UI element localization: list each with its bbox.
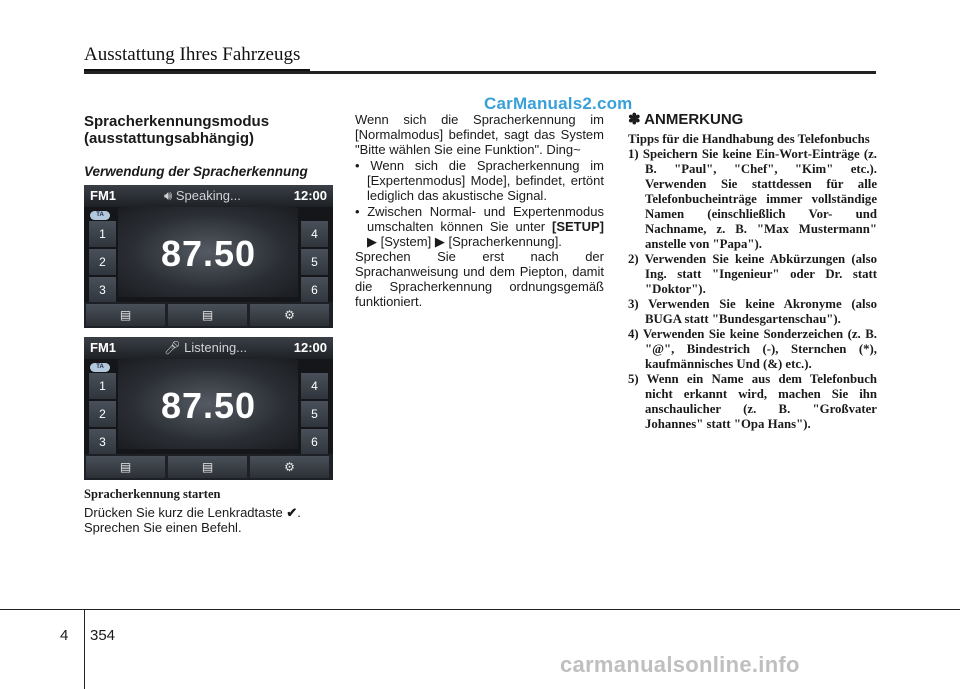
header-rule: [84, 71, 876, 74]
screen-bottom-bar: [84, 302, 333, 328]
speaker-icon: 🔊︎: [164, 188, 173, 203]
preset-5-button[interactable]: 5: [301, 401, 328, 427]
paragraph-normal-mode: Wenn sich die Spracherkennung im [Normalmodus] befindet, sagt das System "Bitte wählen Sie eine Funktion". Ding~: [355, 112, 604, 157]
band-label: FM1: [90, 188, 116, 203]
radio-scan-icon: ▤: [201, 460, 214, 474]
bullet-switch-mode: • Zwischen Normal- und Expertenmodus umschalten können Sie unter [SETUP] ▶ [System] ▶ [Spracherkennung].: [355, 204, 604, 249]
preset-4-button[interactable]: 4: [301, 221, 328, 247]
note-intro: Tipps für die Handhabung des Telefonbuchs: [628, 132, 870, 146]
preset-6-button[interactable]: 6: [301, 277, 328, 303]
start-line-1: Drücken Sie kurz die Lenkradtaste ✔.: [84, 505, 301, 520]
preset-2-button[interactable]: 2: [89, 401, 116, 427]
preset-3-button[interactable]: 3: [89, 429, 116, 455]
radio-scan-icon: ▤: [201, 308, 214, 322]
voice-status: [164, 340, 247, 356]
footer-rule: [0, 609, 960, 610]
chapter-title: Ausstattung Ihres Fahrzeugs: [84, 44, 301, 65]
preset-5-button[interactable]: 5: [301, 249, 328, 275]
paragraph-speak-after-beep: Sprechen Sie erst nach der Sprachanweisung und dem Piepton, damit die Spracherkennung ordnungsgemäß funktioniert.: [355, 249, 604, 309]
start-text: [84, 505, 344, 535]
radio-screen-speaking: [84, 185, 333, 328]
note-item: 2) Verwenden Sie keine Abkürzungen (also Ing. statt "Ingenieur" oder Dr. statt "Doktor").: [628, 252, 877, 296]
preset-2-button[interactable]: 2: [89, 249, 116, 275]
clock: 12:00: [293, 340, 327, 355]
note-item: 5) Wenn ein Name aus dem Telefonbuch nicht erkannt wird, machen Sie ihn anschaulicher (z. B. "Großvater Johannes" statt "Opa Hans").: [628, 372, 877, 431]
preset-3-button[interactable]: 3: [89, 277, 116, 303]
note-item: 1) Speichern Sie keine Ein-Wort-Einträge (z. B. "Paul", "Chef", "Kim" etc.). Verwenden Sie stattdessen für alle Telefonbucheinträge immer vollständige Namen (einschließlich Vor- und Nachname, z. B. "Max Mustermann" anstelle von "Papa").: [628, 147, 877, 251]
clock: 12:00: [293, 188, 327, 203]
radio-list-icon: ▤: [119, 460, 132, 474]
note-item: 4) Verwenden Sie keine Sonderzeichen (z. B. "@", Bindestrich (-), Sternchen (*), kaufmännisches Und (&) etc.).: [628, 327, 877, 371]
watermark-bottom[interactable]: carmanualsonline.info: [560, 652, 800, 677]
settings-button[interactable]: [250, 456, 329, 478]
list-button[interactable]: [86, 304, 165, 326]
frequency-display: 87.50: [160, 385, 257, 426]
voice-command-icon: ✔: [286, 505, 298, 520]
arrow-right-icon: ▶: [367, 234, 377, 249]
note-item: 3) Verwenden Sie keine Akronyme (also BUGA statt "Bundesgartenschau").: [628, 297, 877, 326]
start-heading: Spracherkennung starten: [84, 487, 221, 501]
note-title: ✽ ANMERKUNG: [628, 111, 744, 128]
ta-badge: TA: [90, 363, 110, 372]
radio-screen-listening: [84, 337, 333, 480]
microphone-icon: 🎤︎: [164, 340, 181, 355]
frequency-display: 87.50: [160, 233, 257, 274]
page-number: 354: [90, 627, 116, 644]
gear-icon: ⚙: [284, 460, 295, 474]
status-text: Listening...: [184, 340, 248, 355]
screen-bottom-bar: [84, 454, 333, 480]
settings-button[interactable]: [250, 304, 329, 326]
scan-button[interactable]: [168, 304, 247, 326]
radio-list-icon: ▤: [119, 308, 132, 322]
preset-1-button[interactable]: 1: [89, 373, 116, 399]
footer-vertical-rule: [84, 609, 85, 689]
section-title: Spracherkennungsmodus (ausstattungsabhängig): [84, 113, 270, 147]
bullet-expert-mode: • Wenn sich die Spracherkennung im [Expertenmodus] Mode], befindet, ertönt lediglich das akustische Signal.: [355, 158, 604, 203]
gear-icon: ⚙: [284, 308, 295, 322]
ta-badge: TA: [90, 211, 110, 220]
preset-1-button[interactable]: 1: [89, 221, 116, 247]
note-body: [628, 132, 877, 432]
scan-button[interactable]: [168, 456, 247, 478]
arrow-right-icon: ▶: [434, 234, 445, 249]
voice-status: [164, 188, 241, 204]
band-label: FM1: [90, 340, 116, 355]
middle-column: [355, 112, 604, 309]
watermark-top[interactable]: CarManuals2.com: [484, 94, 633, 113]
section-subtitle: Verwendung der Spracherkennung: [84, 164, 308, 179]
preset-6-button[interactable]: 6: [301, 429, 328, 455]
chapter-number: 4: [60, 627, 69, 644]
start-line-2: Sprechen Sie einen Befehl.: [84, 520, 242, 535]
list-button[interactable]: [86, 456, 165, 478]
preset-4-button[interactable]: 4: [301, 373, 328, 399]
status-text: Speaking...: [175, 188, 241, 203]
